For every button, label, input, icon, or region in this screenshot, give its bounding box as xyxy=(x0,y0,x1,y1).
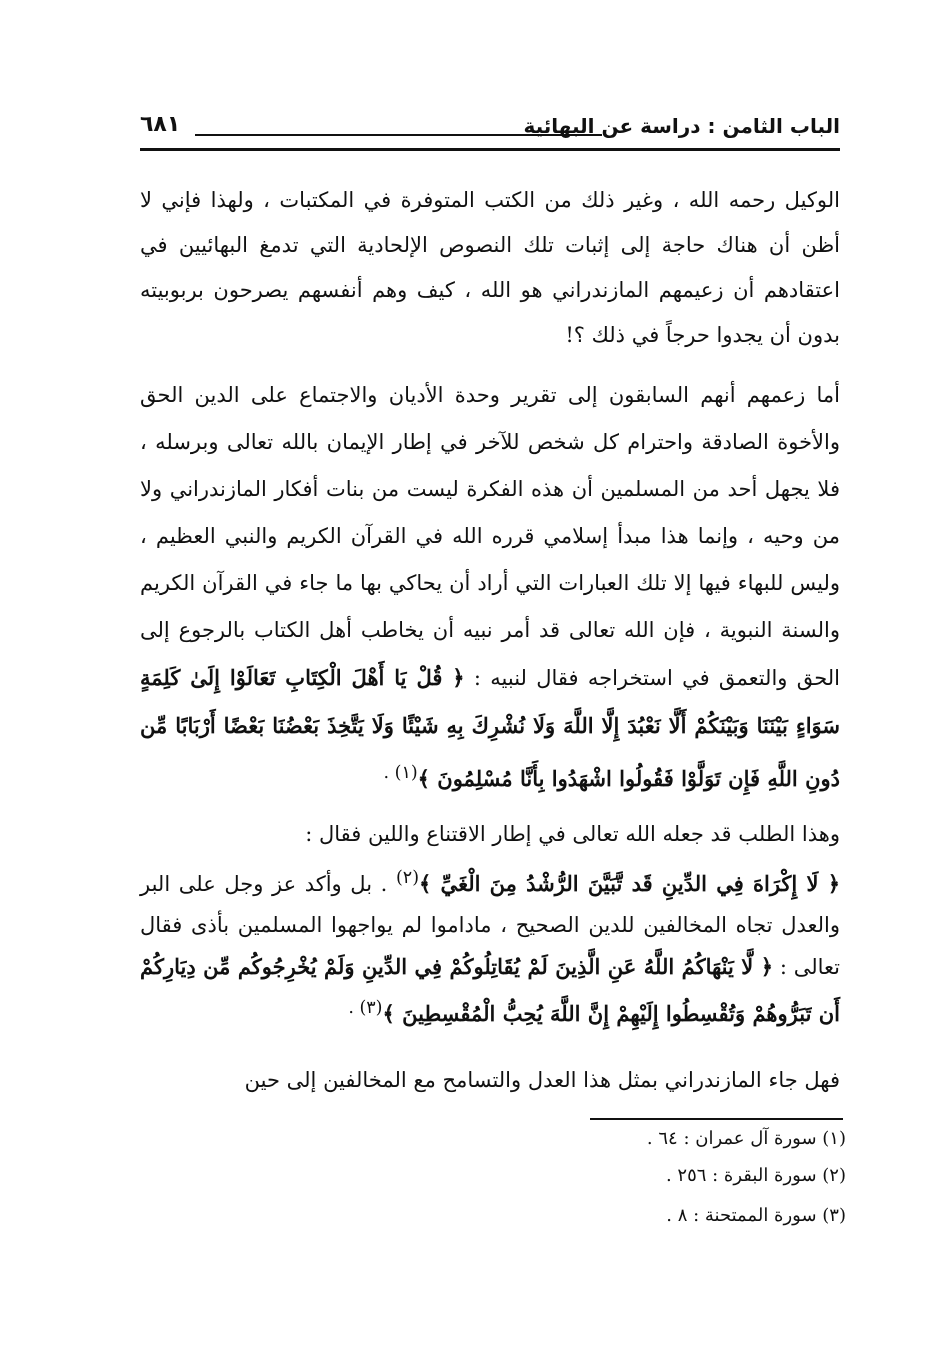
quran-verse-2: ﴿ لَا إِكْرَاهَ فِي الدِّينِ قَد تَّبَيَّنَ الرُّشْدُ مِنَ الْغَيِّ ﴾ xyxy=(419,871,840,896)
page-number: ٦٨١ xyxy=(140,112,181,137)
footnote-3: (٣) سورة الممتحنة : ٨ . xyxy=(666,1205,846,1226)
paragraph-2 xyxy=(140,372,840,803)
footnote-2: (٢) سورة البقرة : ٢٥٦ . xyxy=(665,1165,846,1186)
paragraph-1: الوكيل رحمه الله ، وغير ذلك من الكتب المتوفرة في المكتبات ، ولهذا فإني لا أظن أن هناك حاجة إلى إثبات تلك النصوص الإلحادية التي تدمغ البهائيين في اعتقادهم أن زعيمهم المازندراني هو الله ، كيف وهم أنفسهم يصرحون بربوبيته بدون أن يجدوا حرجاً في ذلك ؟! xyxy=(140,188,840,347)
paragraph-3: وهذا الطلب قد جعله الله تعالى في إطار الاقتناع واللين فقال : xyxy=(305,822,840,846)
running-header xyxy=(140,112,840,148)
paragraph-4 xyxy=(140,858,840,1035)
footnote-divider xyxy=(590,1118,843,1120)
header-divider xyxy=(140,148,840,151)
footnote-ref-1: (١) . xyxy=(383,763,418,783)
quran-verse-3: ﴿ لَّا يَنْهَاكُمُ اللَّهُ عَنِ الَّذِينَ لَمْ يُقَاتِلُوكُمْ فِي الدِّينِ وَلَمْ يُخْرِجُوكُم مِّن دِيَارِكُمْ أَن تَبَرُّوهُمْ وَتُقْسِطُوا إِلَيْهِمْ إِنَّ اللَّهَ يُحِبُّ الْمُقْسِطِينَ ﴾ xyxy=(140,954,840,1026)
footnote-1: (١) سورة آل عمران : ٦٤ . xyxy=(646,1128,846,1149)
quran-verse-1: ﴿ قُلْ يَا أَهْلَ الْكِتَابِ تَعَالَوْا إِلَىٰ كَلِمَةٍ سَوَاءٍ بَيْنَنَا وَبَيْنَكُمْ أَلَّا نَعْبُدَ إِلَّا اللَّهَ وَلَا نُشْرِكَ بِهِ شَيْئًا وَلَا يَتَّخِذَ بَعْضُنَا بَعْضًا أَرْبَابًا مِّن دُونِ اللَّهِ فَإِن تَوَلَّوْا فَقُولُوا اشْهَدُوا بِأَنَّا مُسْلِمُونَ ﴾ xyxy=(140,665,840,791)
footnote-ref-3: (٣) . xyxy=(348,998,383,1018)
paragraph-5: فهل جاء المازندراني بمثل هذا العدل والتسامح مع المخالفين إلى حين xyxy=(244,1068,840,1092)
chapter-title: الباب الثامن : دراسة عن البهائية xyxy=(523,114,840,138)
header-dash-line xyxy=(195,134,602,136)
paragraph-2-text: أما زعمهم أنهم السابقون إلى تقرير وحدة الأديان والاجتماع على الدين الحق والأخوة الصادقة واحترام كل شخص للآخر في إطار الإيمان بالله تعالى وبرسله ، فلا يجهل أحد من المسلمين أن هذه الفكرة ليست من بنات أفكار المازندراني ولا من وحيه ، وإنما هذا مبدأ إسلامي قرره الله في القرآن الكريم والنبي العظيم ، وليس للبهاء فيها إلا تلك العبارات التي أراد أن يحاكي بها ما جاء في القرآن الكريم والسنة النبوية ، فإن الله تعالى قد أمر نبيه أن يخاطب أهل الكتاب بالرجوع إلى الحق والتعمق في استخراجه فقال لنبيه : xyxy=(140,383,841,690)
footnote-ref-2: (٢) xyxy=(395,868,420,888)
paragraph-4-text: . بل وأكد عز وجل على البر والعدل تجاه المخالفين للدين الصحيح ، ماداموا لم يواجهوا المسلمين بأذى فقال تعالى : xyxy=(140,872,840,979)
